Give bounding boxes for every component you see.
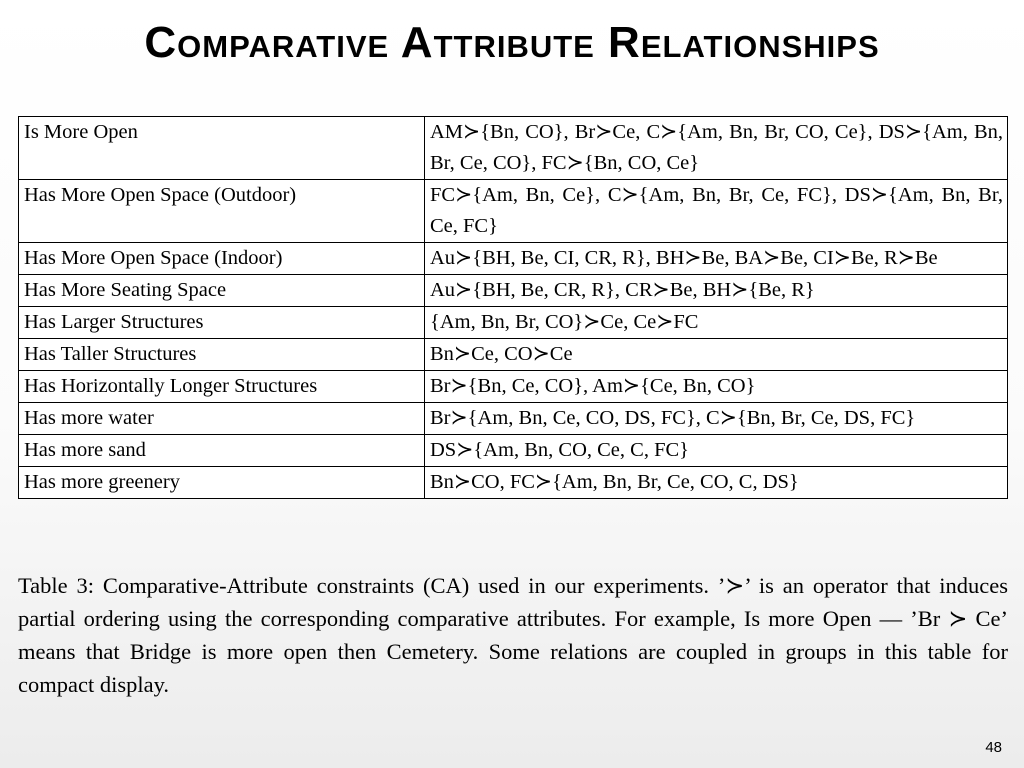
relations-cell: Br≻{Bn, Ce, CO}, Am≻{Ce, Bn, CO} — [425, 371, 1008, 403]
relations-cell: DS≻{Am, Bn, CO, Ce, C, FC} — [425, 435, 1008, 467]
attribute-cell: Has More Seating Space — [19, 275, 425, 307]
table-body — [19, 117, 1008, 499]
attribute-cell: Has more water — [19, 403, 425, 435]
table-row — [19, 371, 1008, 403]
table-row — [19, 307, 1008, 339]
relations-cell: Au≻{BH, Be, CI, CR, R}, BH≻Be, BA≻Be, CI≻Be, R≻Be — [425, 243, 1008, 275]
comparative-attribute-table-container — [18, 116, 1008, 499]
relations-cell: Bn≻CO, FC≻{Am, Bn, Br, Ce, CO, C, DS} — [425, 467, 1008, 499]
slide-title: Comparative Attribute Relationships — [144, 18, 880, 67]
attribute-cell: Has Larger Structures — [19, 307, 425, 339]
relations-cell: Bn≻Ce, CO≻Ce — [425, 339, 1008, 371]
attribute-cell: Has Taller Structures — [19, 339, 425, 371]
relations-cell: {Am, Bn, Br, CO}≻Ce, Ce≻FC — [425, 307, 1008, 339]
attribute-cell: Has more greenery — [19, 467, 425, 499]
attribute-cell: Has More Open Space (Outdoor) — [19, 180, 425, 243]
relations-cell: Au≻{BH, Be, CR, R}, CR≻Be, BH≻{Be, R} — [425, 275, 1008, 307]
relations-cell: AM≻{Bn, CO}, Br≻Ce, C≻{Am, Bn, Br, CO, Ce}, DS≻{Am, Bn, Br, Ce, CO}, FC≻{Bn, CO, Ce} — [425, 117, 1008, 180]
table-row — [19, 467, 1008, 499]
table-row — [19, 117, 1008, 180]
relations-cell: Br≻{Am, Bn, Ce, CO, DS, FC}, C≻{Bn, Br, Ce, DS, FC} — [425, 403, 1008, 435]
table-row — [19, 435, 1008, 467]
table-row — [19, 403, 1008, 435]
relations-cell: FC≻{Am, Bn, Ce}, C≻{Am, Bn, Br, Ce, FC}, DS≻{Am, Bn, Br, Ce, FC} — [425, 180, 1008, 243]
attribute-cell: Has Horizontally Longer Structures — [19, 371, 425, 403]
page-number: 48 — [985, 739, 1002, 756]
table-caption: Table 3: Comparative-Attribute constraints (CA) used in our experiments. ’≻’ is an operator that induces partial ordering using the corresponding comparative attributes. For example, Is more Open — ’Br ≻ Ce’ means that Bridge is more open then Cemetery. Some relations are coupled in groups in this table for compact display. — [18, 573, 1008, 697]
table-row — [19, 243, 1008, 275]
attribute-cell: Is More Open — [19, 117, 425, 180]
attribute-cell: Has more sand — [19, 435, 425, 467]
table-row — [19, 339, 1008, 371]
comparative-attribute-table — [18, 116, 1008, 499]
table-row — [19, 275, 1008, 307]
table-row — [19, 180, 1008, 243]
attribute-cell: Has More Open Space (Indoor) — [19, 243, 425, 275]
